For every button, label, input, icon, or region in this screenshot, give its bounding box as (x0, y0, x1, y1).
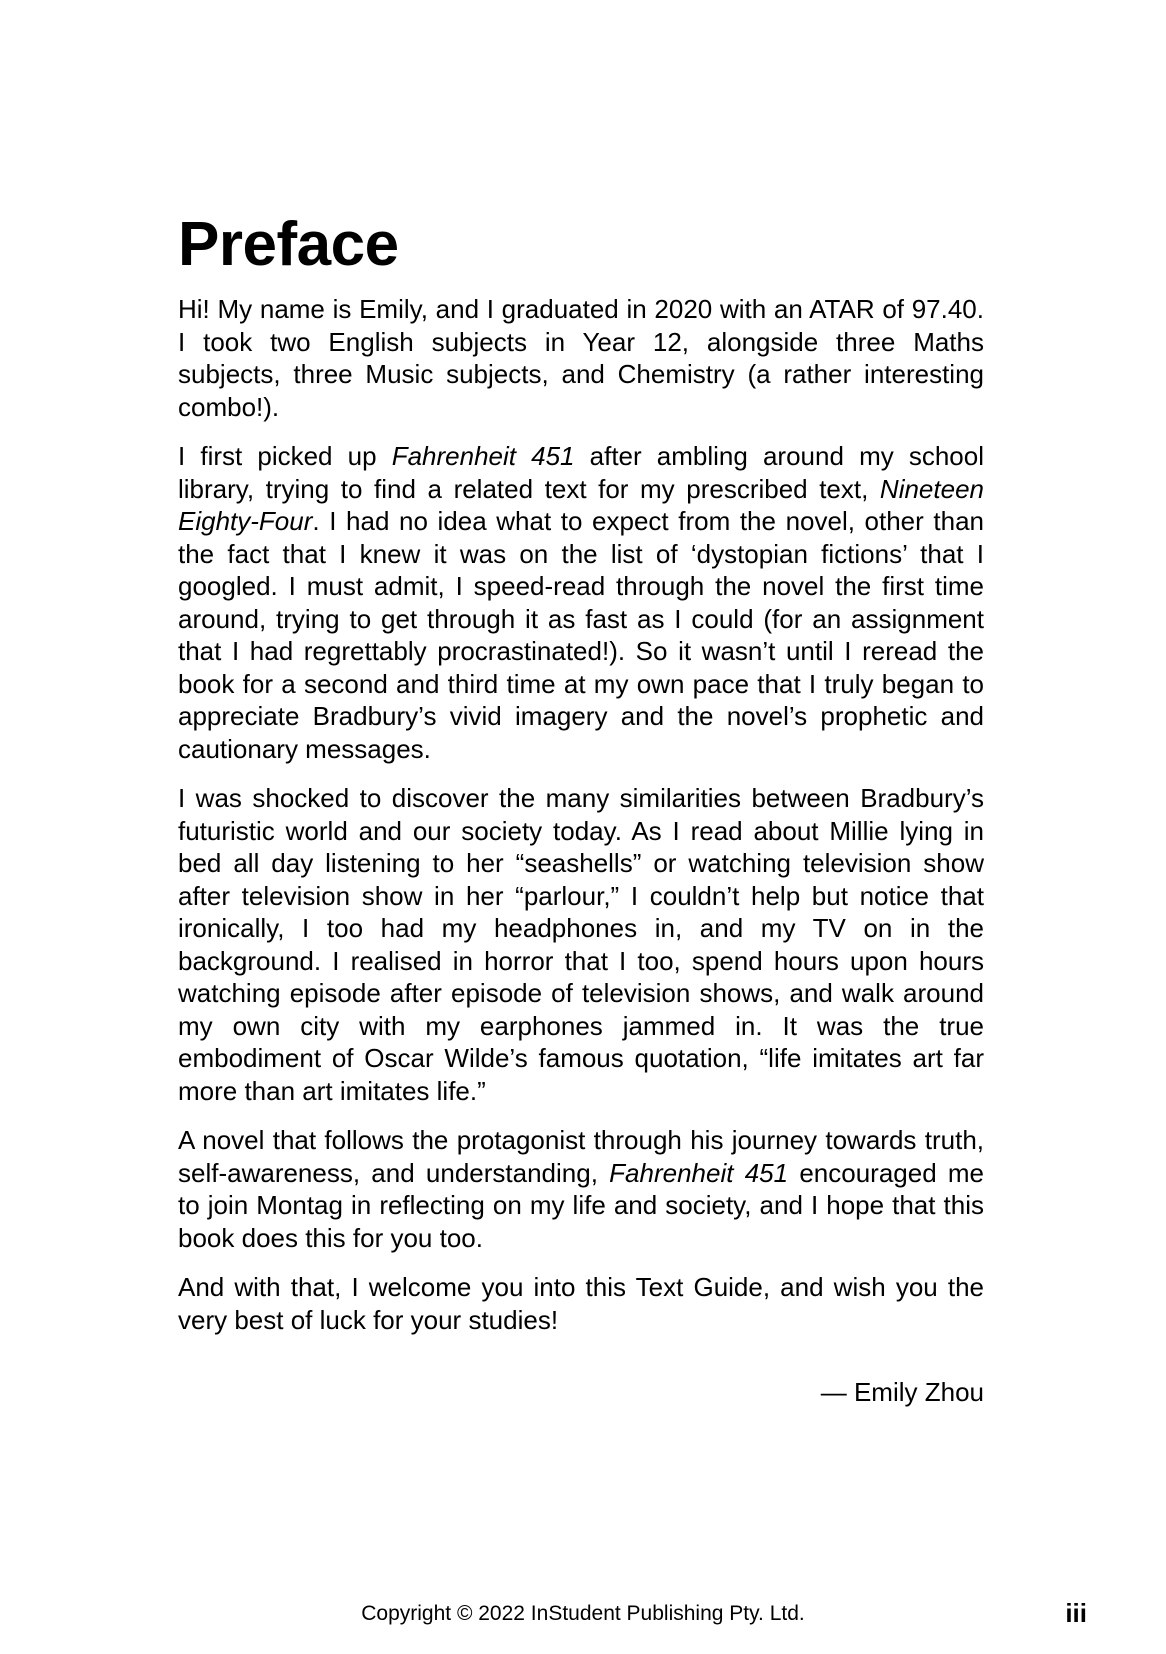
paragraph-text: And with that, I welcome you into this Text Guide, and wish you the very best of luck for your studies! (178, 1272, 984, 1335)
book-title-italic: Nineteen Eighty-Four (178, 473, 984, 536)
paragraph-text: A novel that follows the protagonist through his journey towards truth, self-awareness, and understanding, (178, 1125, 984, 1188)
page-footer (0, 1600, 1166, 1626)
preface-paragraphs (178, 293, 984, 1336)
paragraph-text: encouraged me to join Montag in reflecting on my life and society, and I hope that this book does this for you too. (178, 1157, 985, 1253)
page-number: iii (1065, 1598, 1087, 1628)
paragraph (178, 1271, 984, 1336)
paragraph-text: . I had no idea what to expect from the novel, other than the fact that I knew it was on the list of ‘dystopian fictions’ that I googled. I must admit, I speed-read through the novel the first time around, trying to get through it as fast as I could (for an assignment that I had regrettably procrastinated!). So it wasn’t until I reread the book for a second and third time at my own pace that I truly began to appreciate Bradbury’s vivid imagery and the novel’s prophetic and cautionary messages. (178, 506, 984, 764)
paragraph (178, 1124, 984, 1254)
copyright-text: Copyright © 2022 InStudent Publishing Pty. Ltd. (361, 1602, 805, 1625)
paragraph-text: I was shocked to discover the many similarities between Bradbury’s futuristic world and our society today. As I read about Millie lying in bed all day listening to her “seashells” or watching television show after television show in her “parlour,” I couldn’t help but notice that ironically, I too had my headphones in, and my TV on in the background. I realised in horror that I too, spend hours upon hours watching episode after episode of television shows, and walk around my own city with my earphones jammed in. It was the true embodiment of Oscar Wilde’s famous quotation, “life imitates art far more than art imitates life.” (178, 783, 984, 1106)
paragraph (178, 782, 984, 1107)
preface-content (178, 212, 984, 1409)
book-title-italic: Fahrenheit 451 (609, 1157, 789, 1188)
paragraph (178, 440, 984, 765)
paragraph-text: after ambling around my school library, trying to find a related text for my prescribed text, (178, 441, 985, 504)
paragraph-text: I first picked up (178, 441, 392, 471)
book-title-italic: Fahrenheit 451 (391, 441, 575, 471)
paragraph-text: Hi! My name is Emily, and I graduated in 2020 with an ATAR of 97.40. I took two English subjects in Year 12, alongside three Maths subjects, three Music subjects, and Chemistry (a rather interesting combo!). (178, 294, 984, 422)
paragraph (178, 293, 984, 423)
page-title: Preface (178, 210, 399, 279)
author-signature: — Emily Zhou (820, 1377, 984, 1407)
